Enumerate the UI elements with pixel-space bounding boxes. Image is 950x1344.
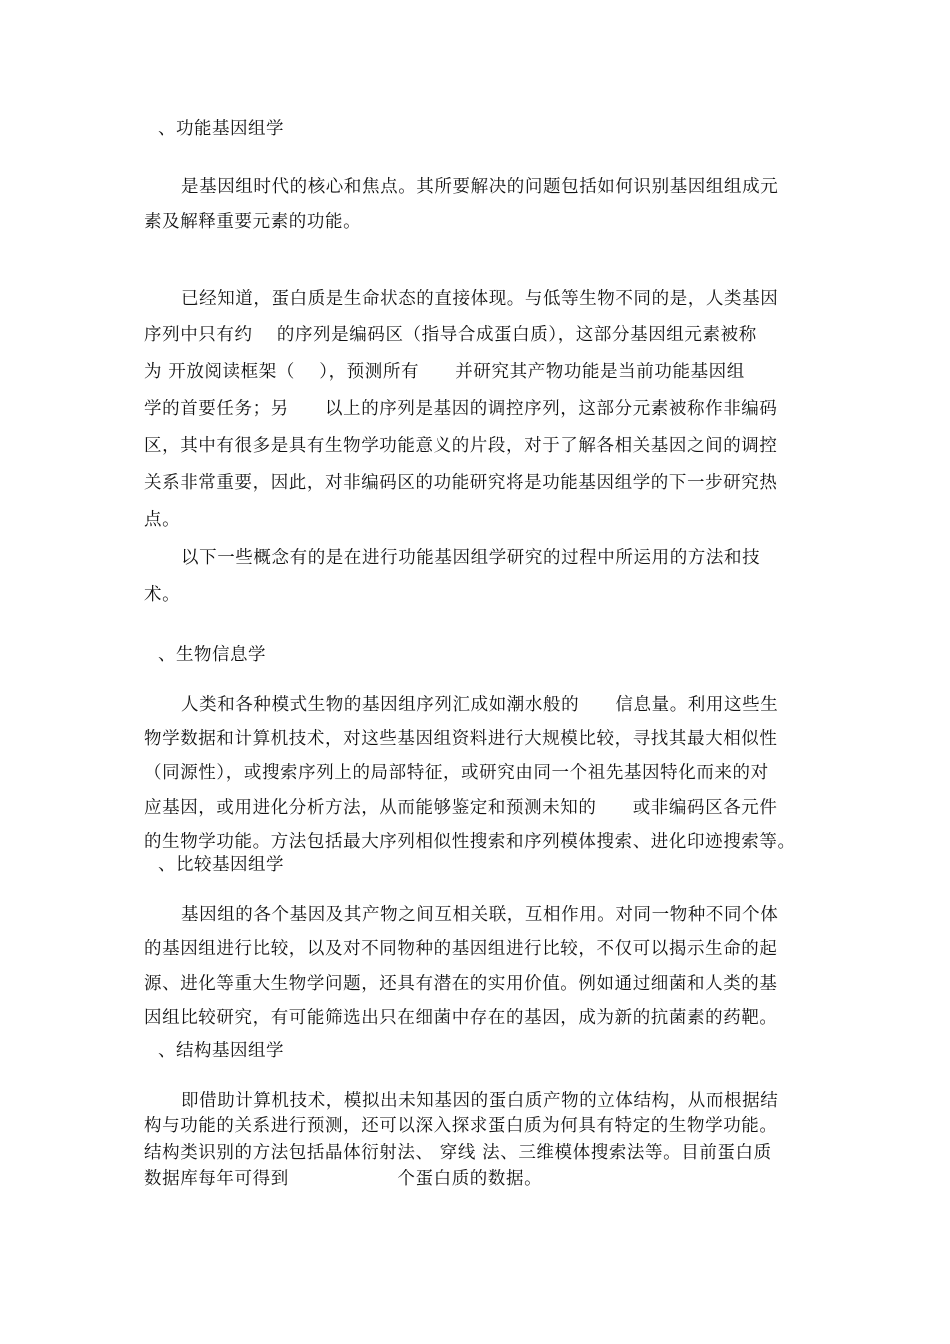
paragraph-line: 源、进化等重大生物学问题，还具有潜在的实用价值。例如通过细菌和人类的基 xyxy=(144,974,778,994)
paragraph-line: 结构类识别的方法包括晶体衍射法、 穿线 法、三维模体搜索法等。目前蛋白质 xyxy=(144,1143,772,1163)
section-heading-comparative-genomics: 、比较基因组学 xyxy=(158,855,284,875)
paragraph-line: 的基因组进行比较，以及对不同物种的基因组进行比较，不仅可以揭示生命的起 xyxy=(144,939,778,959)
paragraph-line: 即借助计算机技术，模拟出未知基因的蛋白质产物的立体结构，从而根据结 xyxy=(181,1091,779,1111)
paragraph-line: 为 开放阅读框架（ ），预测所有 并研究其产物功能是当前功能基因组 xyxy=(144,362,745,382)
section-heading-structural-genomics: 、结构基因组学 xyxy=(158,1041,284,1061)
paragraph-line: 人类和各种模式生物的基因组序列汇成如潮水般的 信息量。利用这些生 xyxy=(181,695,779,715)
paragraph-line: 已经知道，蛋白质是生命状态的直接体现。与低等生物不同的是，人类基因 xyxy=(181,289,779,309)
paragraph-line: 术。 xyxy=(144,585,181,605)
paragraph-line: 学的首要任务；另 以上的序列是基因的调控序列，这部分元素被称作非编码 xyxy=(144,399,778,419)
paragraph-line: 是基因组时代的核心和焦点。其所要解决的问题包括如何识别基因组组成元 xyxy=(181,177,779,197)
paragraph-line: 物学数据和计算机技术，对这些基因组资料进行大规模比较，寻找其最大相似性 xyxy=(144,729,778,749)
paragraph-line: 点。 xyxy=(144,510,181,530)
paragraph-line: 构与功能的关系进行预测，还可以深入探求蛋白质为何具有特定的生物学功能。 xyxy=(144,1116,778,1136)
paragraph-line: （同源性），或搜索序列上的局部特征，或研究由同一个祖先基因特化而来的对 xyxy=(144,763,769,783)
paragraph-line: 因组比较研究，有可能筛选出只在细菌中存在的基因，成为新的抗菌素的药靶。 xyxy=(144,1008,778,1028)
paragraph-line: 的生物学功能。方法包括最大序列相似性搜索和序列模体搜索、进化印迹搜索等。 xyxy=(144,832,796,852)
paragraph-line: 关系非常重要，因此，对非编码区的功能研究将是功能基因组学的下一步研究热 xyxy=(144,473,778,493)
paragraph-line: 区，其中有很多是具有生物学功能意义的片段，对于了解各相关基因之间的调控 xyxy=(144,436,778,456)
paragraph-line: 数据库每年可得到 个蛋白质的数据。 xyxy=(144,1169,543,1189)
paragraph-line: 基因组的各个基因及其产物之间互相关联，互相作用。对同一物种不同个体 xyxy=(181,905,779,925)
paragraph-line: 以下一些概念有的是在进行功能基因组学研究的过程中所运用的方法和技 xyxy=(181,548,761,568)
section-heading-functional-genomics: 、功能基因组学 xyxy=(158,119,284,139)
paragraph-line: 序列中只有约 的序列是编码区（指导合成蛋白质），这部分基因组元素被称 xyxy=(144,325,757,345)
paragraph-line: 应基因，或用进化分析方法，从而能够鉴定和预测未知的 或非编码区各元件 xyxy=(144,798,778,818)
paragraph-line: 素及解释重要元素的功能。 xyxy=(144,212,362,232)
section-heading-bioinformatics: 、生物信息学 xyxy=(158,645,266,665)
